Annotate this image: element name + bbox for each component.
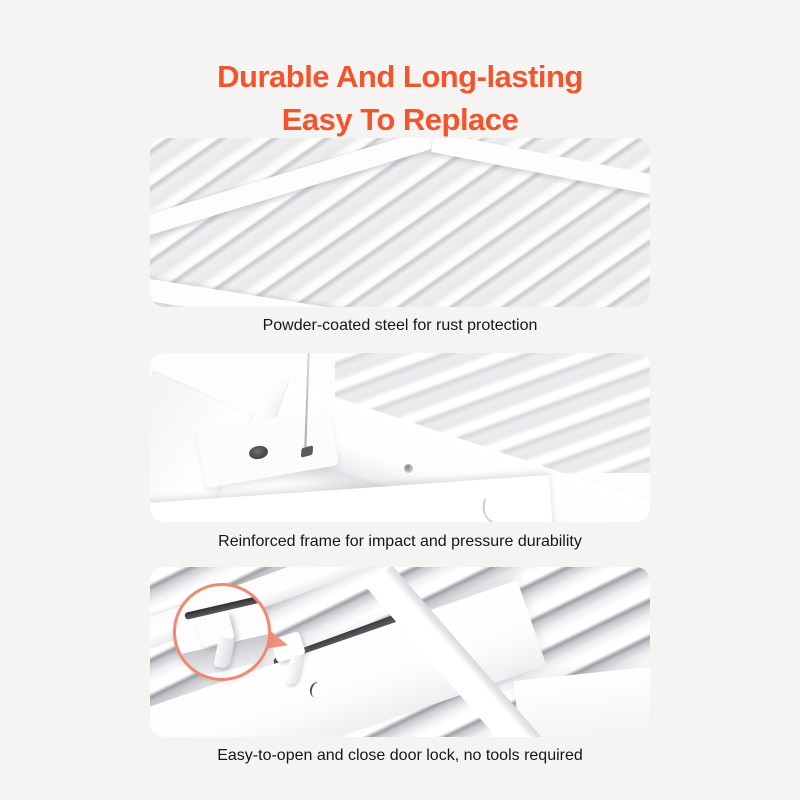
feature-photo-reinforced-frame [150,353,650,522]
feature-photo-rust-protection [150,138,650,307]
feature-photo-door-lock [150,567,650,737]
feature-caption-rust-protection: Powder-coated steel for rust protection [262,317,538,334]
magnifier-callout-icon [173,583,271,681]
feature-caption-door-lock: Easy-to-open and close door lock, no tools required [217,747,583,764]
title-line-1: Durable And Long-lasting [217,58,583,94]
page-title [0,55,800,141]
rivet-hole [404,464,413,473]
title-line-2: Easy To Replace [281,101,519,137]
feature-caption-reinforced-frame: Reinforced frame for impact and pressure durability [218,533,582,550]
